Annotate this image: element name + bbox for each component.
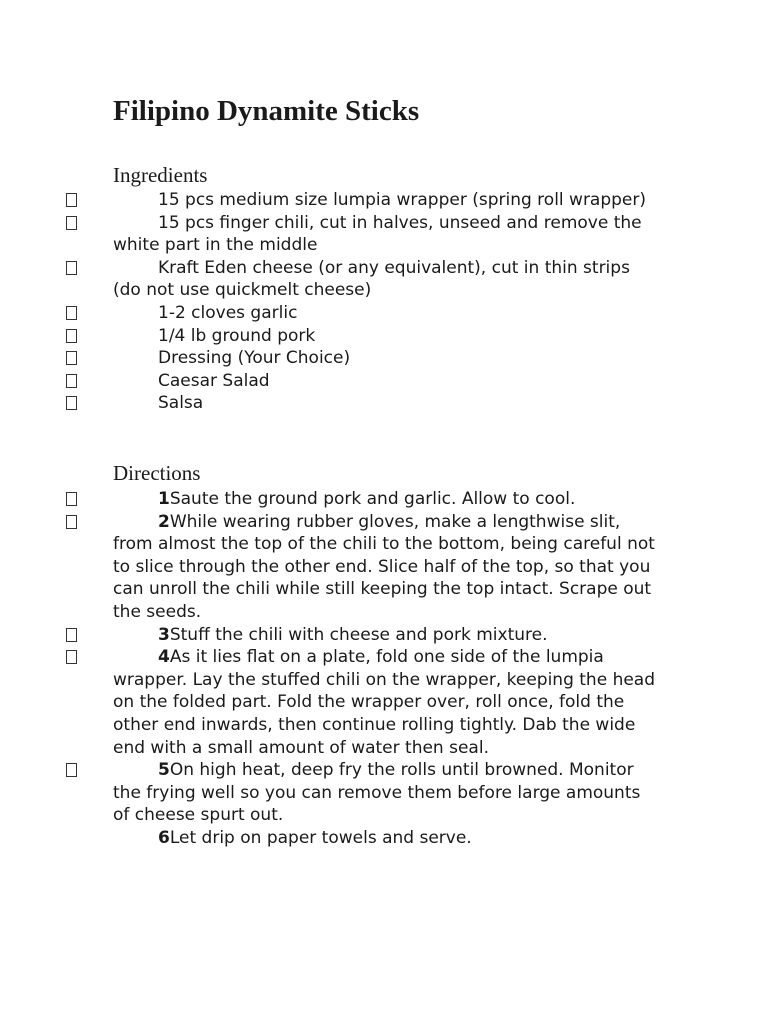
step-number: 3	[158, 624, 170, 645]
ingredient-text: 15 pcs finger chili, cut in halves, unseed and remove the white part in the middle	[113, 212, 642, 256]
checkbox-bullet-icon	[66, 650, 77, 664]
step-text: Let drip on paper towels and serve.	[169, 827, 472, 848]
ingredient-text: Caesar Salad	[158, 370, 270, 391]
ingredient-item	[113, 325, 661, 348]
ingredient-text: Dressing (Your Choice)	[158, 348, 351, 369]
checkbox-bullet-icon	[66, 306, 77, 320]
step-text: While wearing rubber gloves, make a lengthwise slit, from almost the top of the chili to the bottom, being careful not to slice through the other end. Slice half of the top, so that you can unroll the chili while still keeping the top intact. Scrape out the seeds.	[113, 511, 655, 622]
checkbox-bullet-icon	[66, 763, 77, 777]
ingredient-text: Salsa	[158, 393, 204, 414]
recipe-title: Filipino Dynamite Sticks	[113, 95, 420, 127]
step-number: 1	[158, 489, 170, 509]
checkbox-bullet-icon	[66, 374, 77, 388]
direction-step	[113, 624, 661, 647]
direction-step	[113, 827, 661, 850]
directions-heading: Directions	[113, 461, 201, 485]
checkbox-bullet-icon	[66, 216, 77, 230]
checkbox-bullet-icon	[66, 515, 77, 529]
step-number: 2	[158, 511, 170, 532]
ingredient-item	[113, 189, 661, 212]
ingredient-item	[113, 370, 661, 393]
ingredient-text: 1/4 lb ground pork	[158, 325, 316, 346]
step-number: 6	[158, 827, 170, 848]
ingredients-heading: Ingredients	[113, 163, 208, 187]
step-text: Stuff the chili with cheese and pork mixture.	[169, 624, 548, 645]
direction-step	[113, 511, 661, 624]
step-number: 5	[158, 760, 170, 781]
step-text: On high heat, deep fry the rolls until browned. Monitor the frying well so you can remove them before large amounts of cheese spurt out.	[113, 760, 641, 826]
checkbox-bullet-icon	[66, 329, 77, 343]
checkbox-bullet-icon	[66, 628, 77, 642]
direction-step	[113, 488, 661, 511]
ingredient-item	[113, 257, 661, 302]
ingredient-text: 1-2 cloves garlic	[158, 302, 298, 323]
ingredient-text: Kraft Eden cheese (or any equivalent), cut in thin strips (do not use quickmelt cheese)	[113, 257, 630, 301]
directions-list	[113, 488, 661, 850]
direction-step	[113, 646, 661, 759]
checkbox-bullet-icon	[66, 351, 77, 365]
ingredient-item	[113, 212, 661, 257]
checkbox-bullet-icon	[66, 261, 77, 275]
checkbox-bullet-icon	[66, 396, 77, 410]
step-text: Saute the ground pork and garlic. Allow to cool.	[169, 489, 576, 509]
step-text: As it lies flat on a plate, fold one side of the lumpia wrapper. Lay the stuffed chili on the wrapper, keeping the head on the folded part. Fold the wrapper over, roll once, fold the other end inwards, then continue rolling tightly. Dab the wide end with a small amount of water then seal.	[113, 647, 656, 758]
checkbox-bullet-icon	[66, 193, 77, 207]
ingredient-item	[113, 302, 661, 325]
direction-step	[113, 759, 661, 827]
ingredient-text: 15 pcs medium size lumpia wrapper (spring roll wrapper)	[158, 190, 647, 210]
ingredient-item	[113, 347, 661, 370]
ingredients-list	[113, 189, 661, 415]
ingredient-item	[113, 392, 661, 415]
step-number: 4	[158, 647, 170, 668]
checkbox-bullet-icon	[66, 492, 77, 506]
